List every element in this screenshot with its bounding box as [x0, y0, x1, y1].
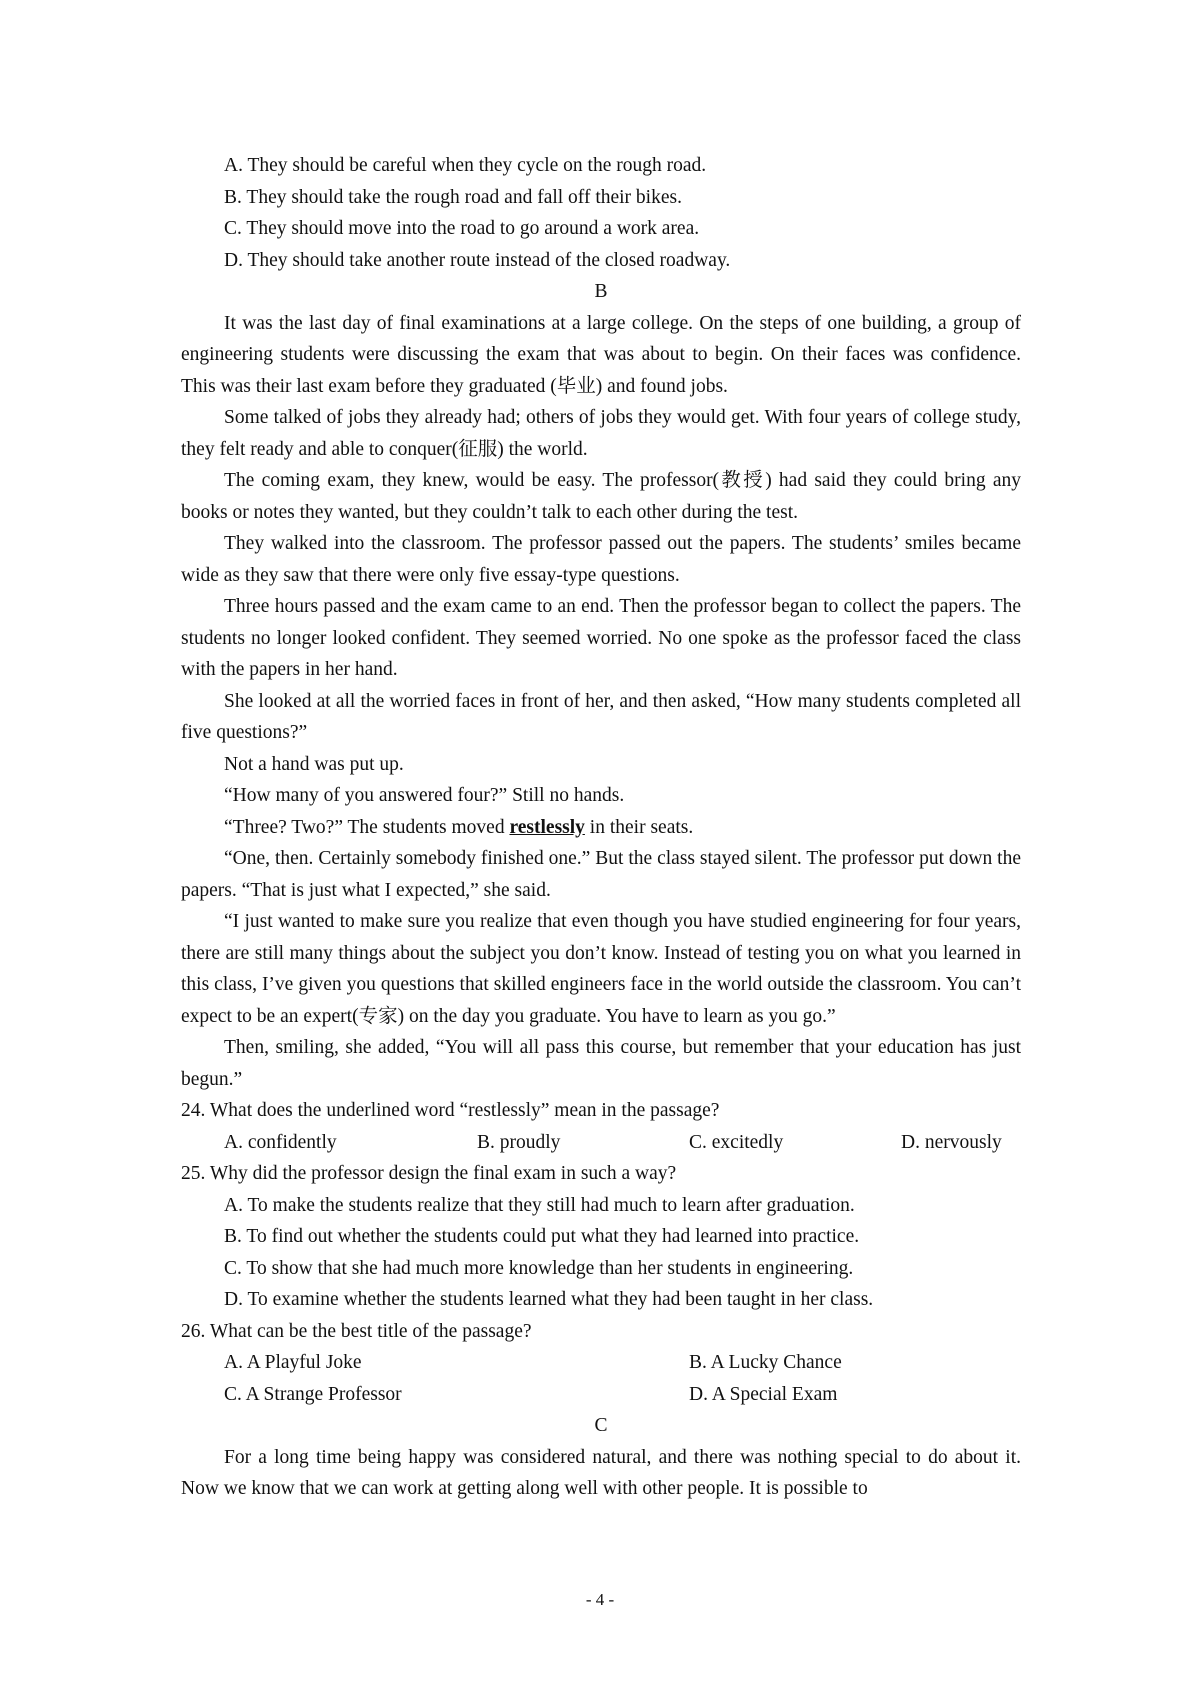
q25-option-d: D. To examine whether the students learned what they had been taught in her class.: [224, 1289, 874, 1310]
passage-b-paragraph-7: Not a hand was put up.: [224, 753, 404, 775]
underlined-word: restlessly: [509, 816, 585, 838]
section-b-heading: B: [594, 281, 608, 302]
q23-option-a: A. They should be careful when they cycle on the rough road.: [224, 155, 707, 176]
q23-option-c: C. They should move into the road to go around a work area.: [224, 218, 700, 239]
q24-stem: 24. What does the underlined word “restlessly” mean in the passage?: [181, 1100, 720, 1121]
q26-options-row-1: [181, 1347, 1021, 1379]
restless-text-before: “Three? Two?” The students moved: [224, 816, 510, 838]
q25-option-c: C. To show that she had much more knowledge than her students in engineering.: [224, 1257, 854, 1279]
passage-b-paragraph-restless: [181, 812, 1021, 844]
q24-option-a: A. confidently: [224, 1131, 337, 1153]
section-c-heading: C: [594, 1415, 608, 1436]
passage-b-paragraph-2: Some talked of jobs they already had; others of jobs they would get. With four years of college study, they felt ready and able to conquer(征服) the world.: [181, 407, 1021, 460]
q26-options-row-2: [181, 1379, 1021, 1411]
q24-option-c: C. excitedly: [689, 1131, 784, 1153]
exam-page: [181, 150, 1021, 1505]
q23-option-b: B. They should take the rough road and fall off their bikes.: [224, 186, 682, 208]
q26-option-c: C. A Strange Professor: [224, 1383, 402, 1405]
q24-option-b: B. proudly: [477, 1131, 561, 1153]
passage-b-paragraph-3: The coming exam, they knew, would be easy. The professor(教授) had said they could bring any books or notes they wanted, but they couldn’t talk to each other during the test.: [181, 470, 1021, 523]
q23-option-d: D. They should take another route instead of the closed roadway.: [224, 249, 731, 271]
q26-stem: 26. What can be the best title of the passage?: [181, 1320, 532, 1342]
q26-option-b: B. A Lucky Chance: [689, 1352, 842, 1373]
q25-option-a: A. To make the students realize that they still had much to learn after graduation.: [224, 1194, 855, 1216]
restless-text-after: in their seats.: [584, 816, 694, 838]
passage-b-paragraph-4: They walked into the classroom. The professor passed out the papers. The students’ smiles became wide as they saw that there were only five essay-type questions.: [181, 533, 1021, 586]
passage-b-paragraph-11: “I just wanted to make sure you realize that even though you have studied engineering for four years, there are still many things about the subject you don’t know. Instead of testing you on what you learned in this class, I’ve given you questions that skilled engineers face in the world outside the classroom. You can’t expect to be an expert(专家) on the day you graduate. You have to learn as you go.”: [181, 911, 1021, 1027]
passage-b-paragraph-1: It was the last day of final examinations at a large college. On the steps of one building, a group of engineering students were discussing the exam that was about to begin. On their faces was confidence. This was their last exam before they graduated (毕业) and found jobs.: [181, 312, 1021, 397]
page-number: - 4 -: [585, 1590, 615, 1609]
q26-option-d: D. A Special Exam: [689, 1383, 838, 1405]
passage-b-paragraph-10: “One, then. Certainly somebody finished one.” But the class stayed silent. The professor put down the papers. “That is just what I expected,” she said.: [181, 848, 1021, 901]
passage-c-paragraph-1: For a long time being happy was considered natural, and there was nothing special to do about it. Now we know that we can work at getting along well with other people. It is possible to: [181, 1446, 1021, 1499]
passage-b-paragraph-5: Three hours passed and the exam came to an end. Then the professor began to collect the papers. The students no longer looked confident. They seemed worried. No one spoke as the professor faced the class with the papers in her hand.: [181, 596, 1021, 680]
passage-b-paragraph-12: Then, smiling, she added, “You will all pass this course, but remember that your education has just begun.”: [181, 1037, 1021, 1090]
q24-option-d: D. nervously: [901, 1131, 1002, 1153]
q25-option-b: B. To find out whether the students could put what they had learned into practice.: [224, 1226, 860, 1247]
passage-b-paragraph-8: “How many of you answered four?” Still no hands.: [224, 785, 625, 806]
passage-b-paragraph-6: She looked at all the worried faces in front of her, and then asked, “How many students completed all five questions?”: [181, 690, 1021, 743]
q26-option-a: A. A Playful Joke: [224, 1352, 362, 1373]
q24-options: [181, 1127, 1021, 1159]
q25-stem: 25. Why did the professor design the final exam in such a way?: [181, 1163, 677, 1184]
